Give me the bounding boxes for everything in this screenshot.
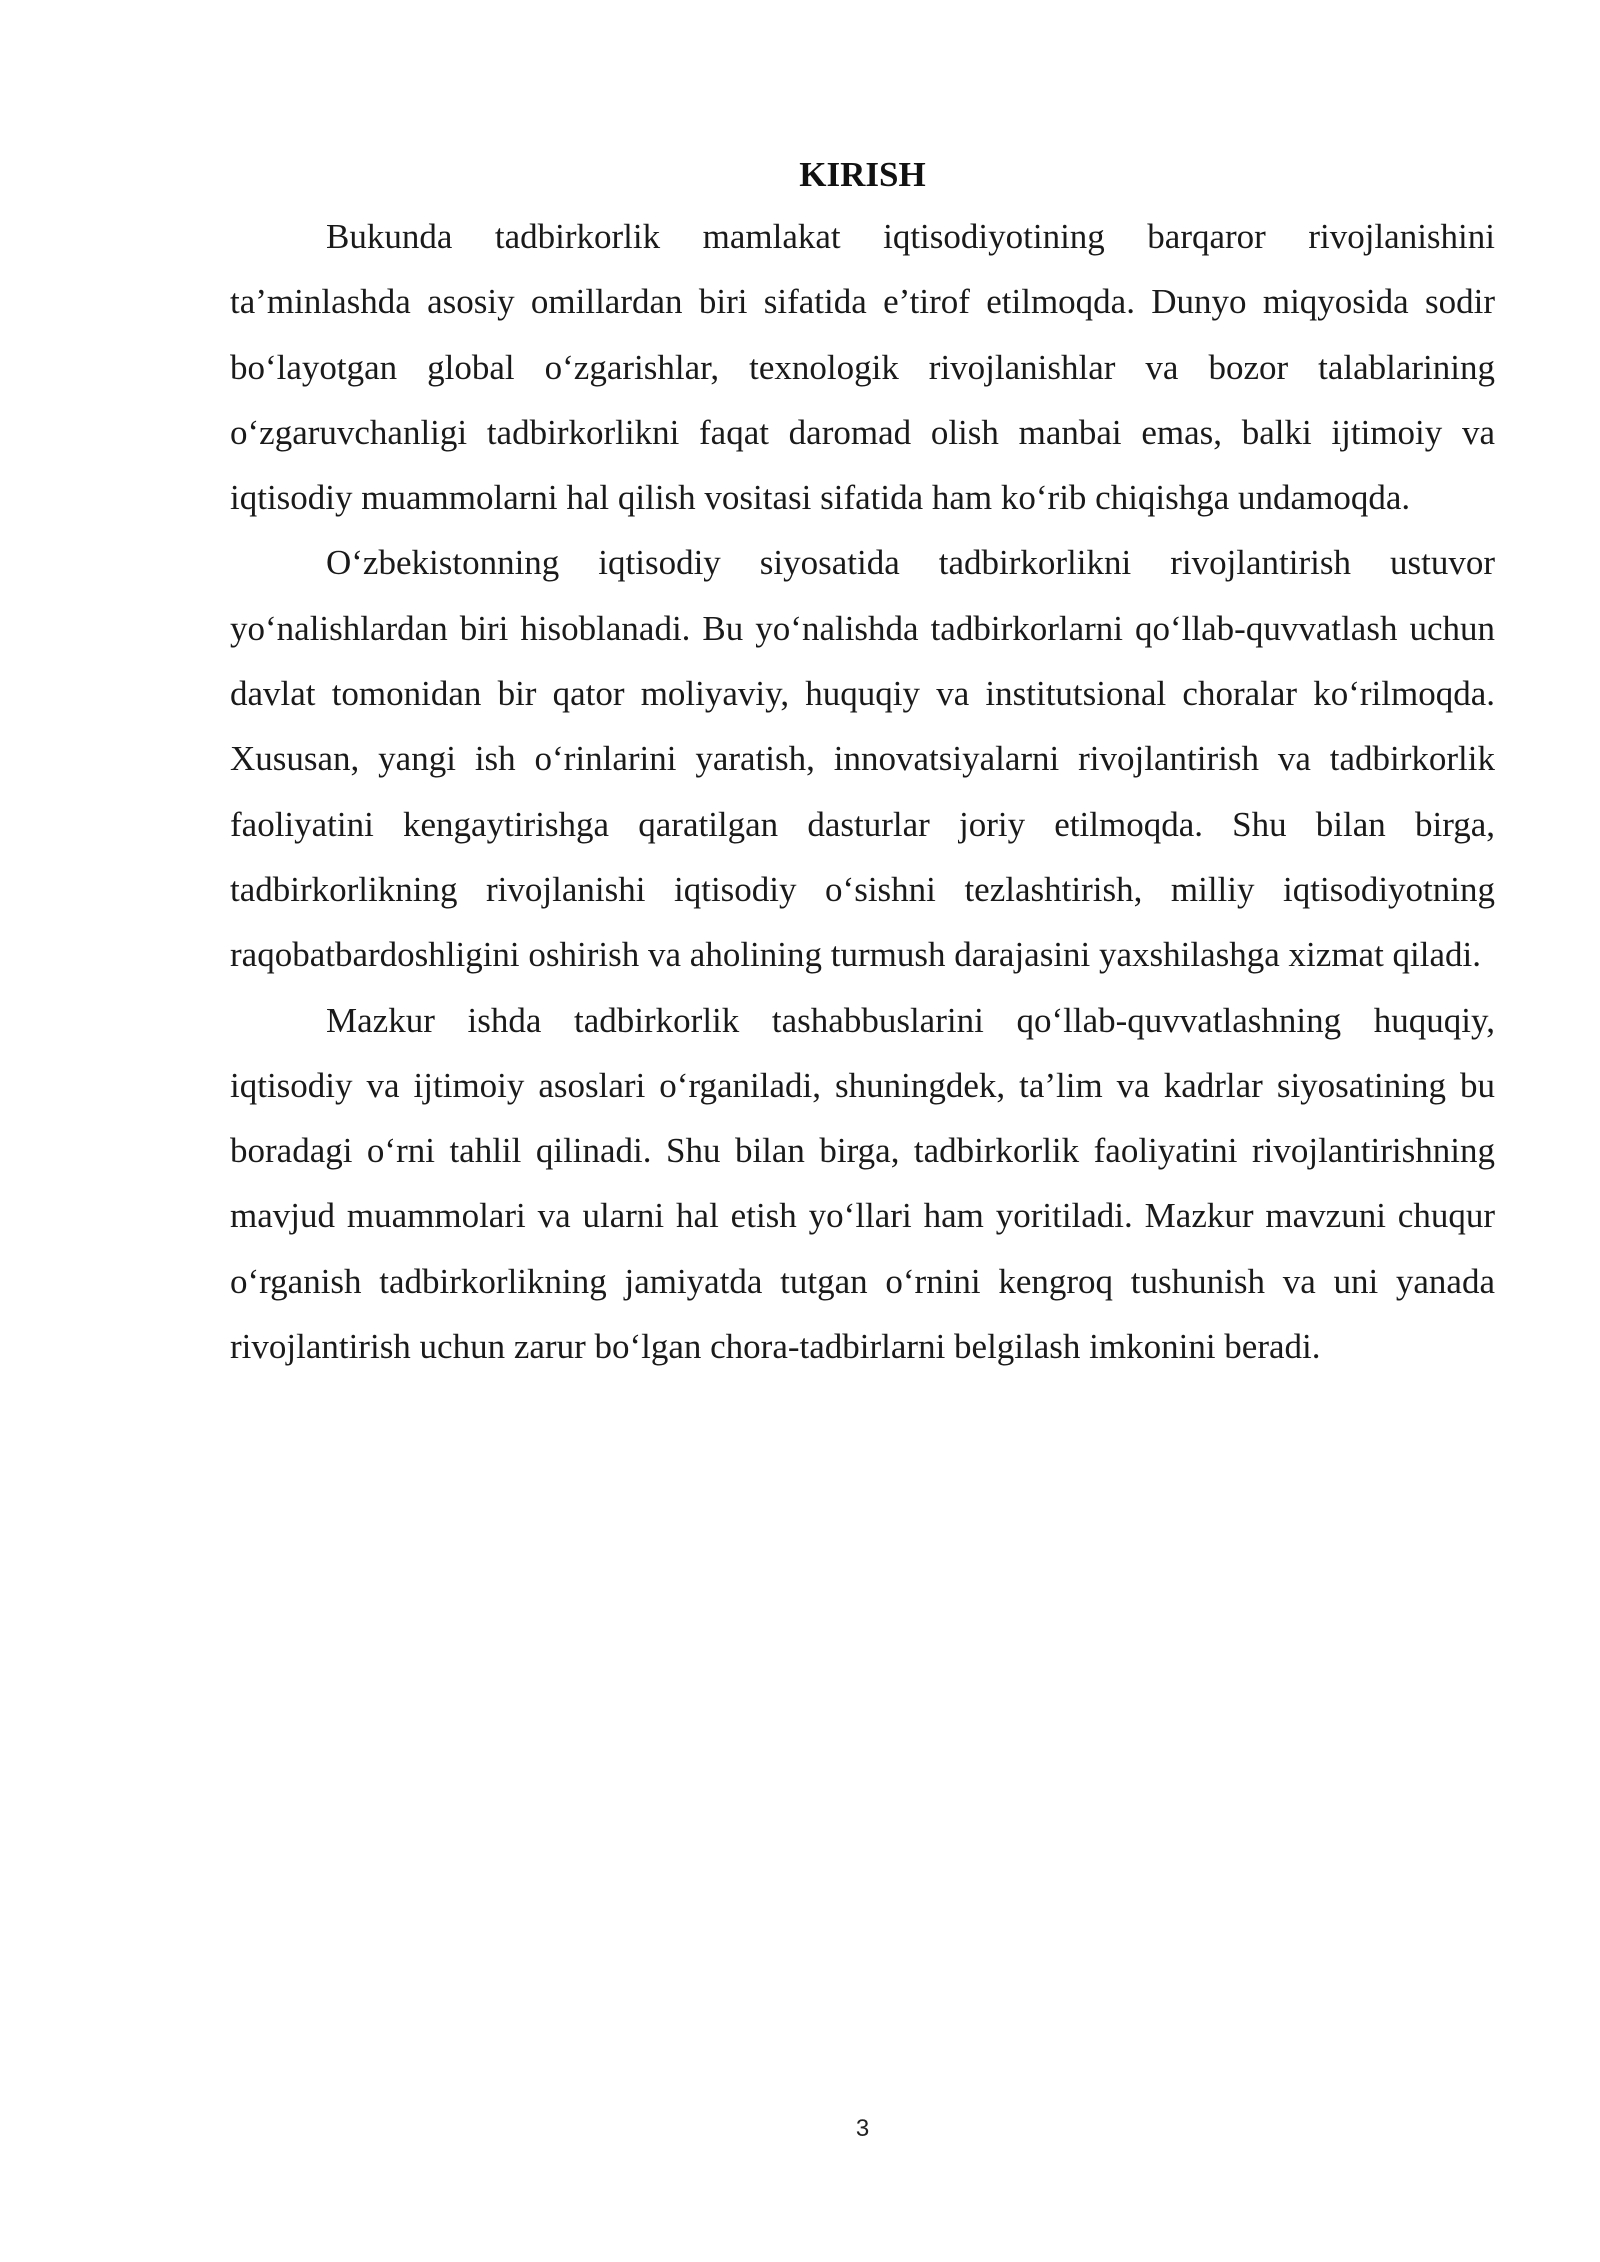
paragraph-1: Bukunda tadbirkorlik mamlakat iqtisodiyotining barqaror rivojlanishini ta’minlashda asosiy omillardan biri sifatida e’tirof etilmoqda. Dunyo miqyosida sodir bo‘layotgan global o‘zgarishlar, texnologik rivojlanishlar va bozor talablarining o‘zgaruvchanligi tadbirkorlikni faqat daromad olish manbai emas, balki ijtimoiy va iqtisodiy muammolarni hal qilish vositasi sifatida ham ko‘rib chiqishga undamoqda. <box>230 217 1495 518</box>
page-title: KIRISH <box>799 155 926 194</box>
paragraph-2: O‘zbekistonning iqtisodiy siyosatida tadbirkorlikni rivojlantirish ustuvor yo‘nalishlardan biri hisoblanadi. Bu yo‘nalishda tadbirkorlarni qo‘llab-quvvatlash uchun davlat tomonidan bir qator moliyaviy, huquqiy va institutsional choralar ko‘rilmoqda. Xususan, yangi ish o‘rinlarini yaratish, innovatsiyalarni rivojlantirish va tadbirkorlik faoliyatini kengaytirishga qaratilgan dasturlar joriy etilmoqda. Shu bilan birga, tadbirkorlikning rivojlanishi iqtisodiy o‘sishni tezlashtirish, milliy iqtisodiyotning raqobatbardoshligini oshirish va aholining turmush darajasini yaxshilashga xizmat qiladi. <box>230 543 1495 975</box>
page-number: 3 <box>855 2115 870 2142</box>
page-content <box>230 150 1495 1379</box>
paragraph-3: Mazkur ishda tadbirkorlik tashabbuslarini qo‘llab-quvvatlashning huquqiy, iqtisodiy va ijtimoiy asoslari o‘rganiladi, shuningdek, ta’lim va kadrlar siyosatining bu boradagi o‘rni tahlil qilinadi. Shu bilan birga, tadbirkorlik faoliyatini rivojlantirishning mavjud muammolari va ularni hal etish yo‘llari ham yoritiladi. Mazkur mavzuni chuqur o‘rganish tadbirkorlikning jamiyatda tutgan o‘rnini kengroq tushunish va uni yanada rivojlantirish uchun zarur bo‘lgan chora-tadbirlarni belgilash imkonini beradi. <box>230 1000 1495 1367</box>
